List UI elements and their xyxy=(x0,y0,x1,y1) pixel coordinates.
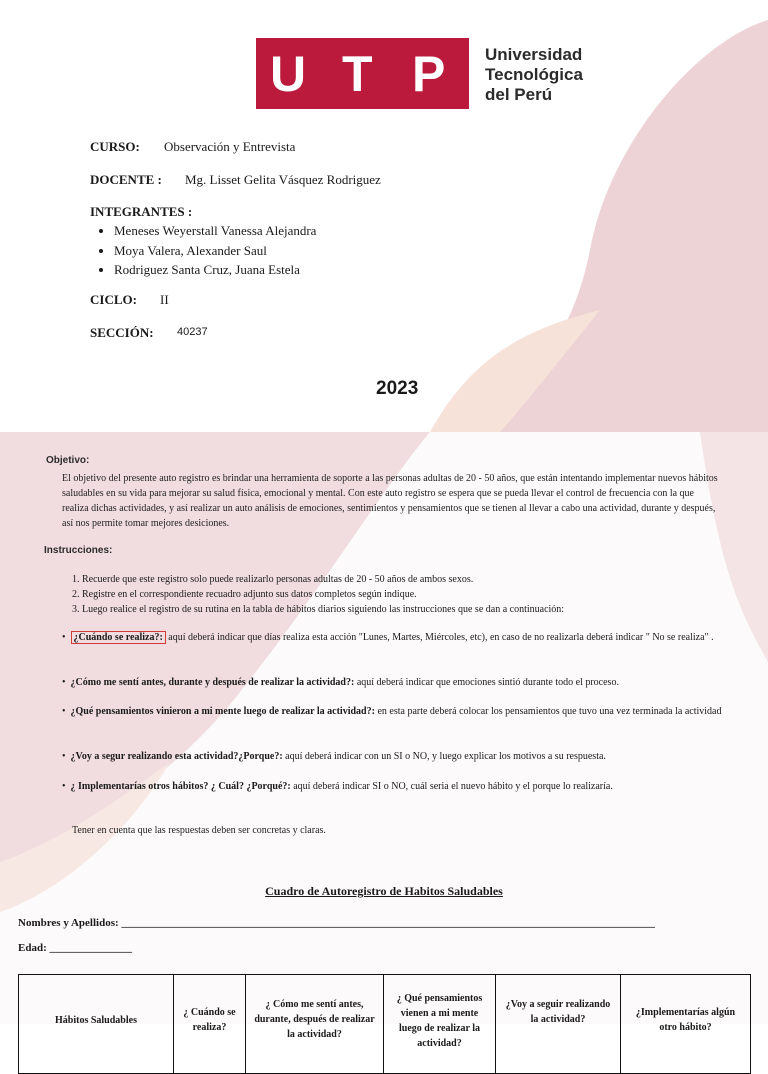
column-header: ¿ Qué pensamientos vienen a mi mente luego de realizar la actividad? xyxy=(384,975,496,1074)
note-text: Tener en cuenta que las respuestas deben ser concretas y claras. xyxy=(72,825,326,836)
question-other-habits: • ¿ Implementarías otros hábitos? ¿ Cuál? ¿Porqué?: aquí deberá indicar SI o NO, cuál seria el nuevo hábito y el porque lo realizaría. xyxy=(62,781,613,792)
university-name: Universidad Tecnológica del Perú xyxy=(485,45,583,104)
column-header: ¿Voy a seguir realizando la actividad? xyxy=(496,975,621,1074)
list-item: 1. Recuerde que este registro solo puede realizarlo personas adultas de 20 - 50 años de ambos sexos. xyxy=(82,572,564,587)
integrantes-list xyxy=(96,221,316,280)
list-item: 3. Luego realice el registro de su rutina en la tabla de hábitos diarios siguiendo las instrucciones que se dan a continuación: xyxy=(82,602,564,617)
name-label: Nombres y Apellidos: xyxy=(18,917,119,929)
instructions-heading: Instrucciones: xyxy=(44,545,113,556)
age-field xyxy=(18,942,132,954)
list-item: • Moya Valera, Alexander Saul xyxy=(114,241,316,261)
docente-value: Mg. Lisset Gelita Vásquez Rodriguez xyxy=(185,172,381,187)
table-header-row xyxy=(19,975,751,1074)
list-item: 2. Registre en el correspondiente recuadro adjunto sus datos completos según indique. xyxy=(82,587,564,602)
question-answer: aquí deberá indicar que días realiza esta acción "Lunes, Martes, Miércoles, etc), en caso de no realizarla deberá indicar " No se realiza" . xyxy=(165,632,714,643)
list-item: • Meneses Weyerstall Vanessa Alejandra xyxy=(114,221,316,241)
year: 2023 xyxy=(376,378,419,399)
question-when: • ¿Cuándo se realiza?: aquí deberá indicar que días realiza esta acción "Lunes, Martes, Miércoles, etc), en caso de no realizarla deberá indicar " No se realiza" . xyxy=(62,632,714,643)
seccion-label: SECCIÓN: xyxy=(90,325,154,340)
question-continue: • ¿Voy a segur realizando esta actividad?¿Porque?: aquí deberá indicar con un SI o NO, y luego explicar los motivos a su respuesta. xyxy=(62,751,606,762)
question-thoughts: • ¿Qué pensamientos vinieron a mi mente luego de realizar la actividad?: en esta parte deberá colocar los pensamientos que tuvo una vez terminada la actividad xyxy=(62,706,722,717)
column-header: ¿ Cuándo se realiza? xyxy=(174,975,246,1074)
question-label: ¿Qué pensamientos vinieron a mi mente luego de realizar la actividad?: xyxy=(70,706,375,717)
question-answer: aquí deberá indicar SI o NO, cuál seria el nuevo hábito y el porque lo realizaría. xyxy=(290,781,613,792)
docente-label: DOCENTE : xyxy=(90,172,162,187)
integrantes-label: INTEGRANTES : xyxy=(90,204,193,219)
question-answer: aquí deberá indicar que emociones sintió durante todo el proceso. xyxy=(354,677,619,688)
column-header: ¿Implementarías algún otro hábito? xyxy=(621,975,751,1074)
column-header: Hábitos Saludables xyxy=(19,975,174,1074)
column-header: ¿ Cómo me sentí antes, durante, después de realizar la actividad? xyxy=(246,975,384,1074)
name-blank[interactable]: _________________________________________________________________________________________________ xyxy=(121,917,655,929)
question-feel: • ¿Cómo me sentí antes, durante y después de realizar la actividad?: aquí deberá indicar que emociones sintió durante todo el proceso. xyxy=(62,677,619,688)
age-label: Edad: xyxy=(18,942,47,954)
name-field xyxy=(18,917,748,929)
question-label: ¿Voy a segur realizando esta actividad?¿Porque?: xyxy=(70,751,283,762)
objective-text: El objetivo del presente auto registro es brindar una herramienta de soporte a las personas adultas de 20 - 50 años, que están intentando implementar nuevos hábitos saludables en su vida para mejorar su salud física, emocional y mental. Con este auto registro se espera que se pueda llevar el control de frecuencia con la que realiza dichas actividades, y así realizar un auto análisis de emociones, sentimientos y pensamientos que se tienen al llevar a cabo una actividad, durante y después, así nos permite tomar mejores desiciones. xyxy=(62,473,718,529)
utp-logo: U T P xyxy=(256,38,469,109)
objective-heading: Objetivo: xyxy=(46,455,90,466)
ciclo-value: II xyxy=(160,292,169,307)
seccion-value: 40237 xyxy=(177,326,208,338)
question-answer: en esta parte deberá colocar los pensamientos que tuvo una vez terminada la actividad xyxy=(374,706,722,717)
cover-page xyxy=(0,0,768,432)
table-title: Cuadro de Autoregistro de Habitos Saludables xyxy=(265,884,503,898)
list-item: • Rodriguez Santa Cruz, Juana Estela xyxy=(114,260,316,280)
age-blank[interactable]: _______________ xyxy=(49,942,132,954)
habits-table xyxy=(18,974,751,1074)
question-label: ¿Cómo me sentí antes, durante y después de realizar la actividad?: xyxy=(70,677,355,688)
question-answer: aquí deberá indicar con un SI o NO, y luego explicar los motivos a su respuesta. xyxy=(282,751,606,762)
instruction-steps xyxy=(66,572,564,617)
ciclo-label: CICLO: xyxy=(90,292,137,307)
question-label: ¿Cuándo se realiza?: xyxy=(71,631,166,644)
question-label: ¿ Implementarías otros hábitos? ¿ Cuál? ¿Porqué?: xyxy=(70,781,291,792)
curso-value: Observación y Entrevista xyxy=(164,139,296,154)
curso-label: CURSO: xyxy=(90,139,140,154)
